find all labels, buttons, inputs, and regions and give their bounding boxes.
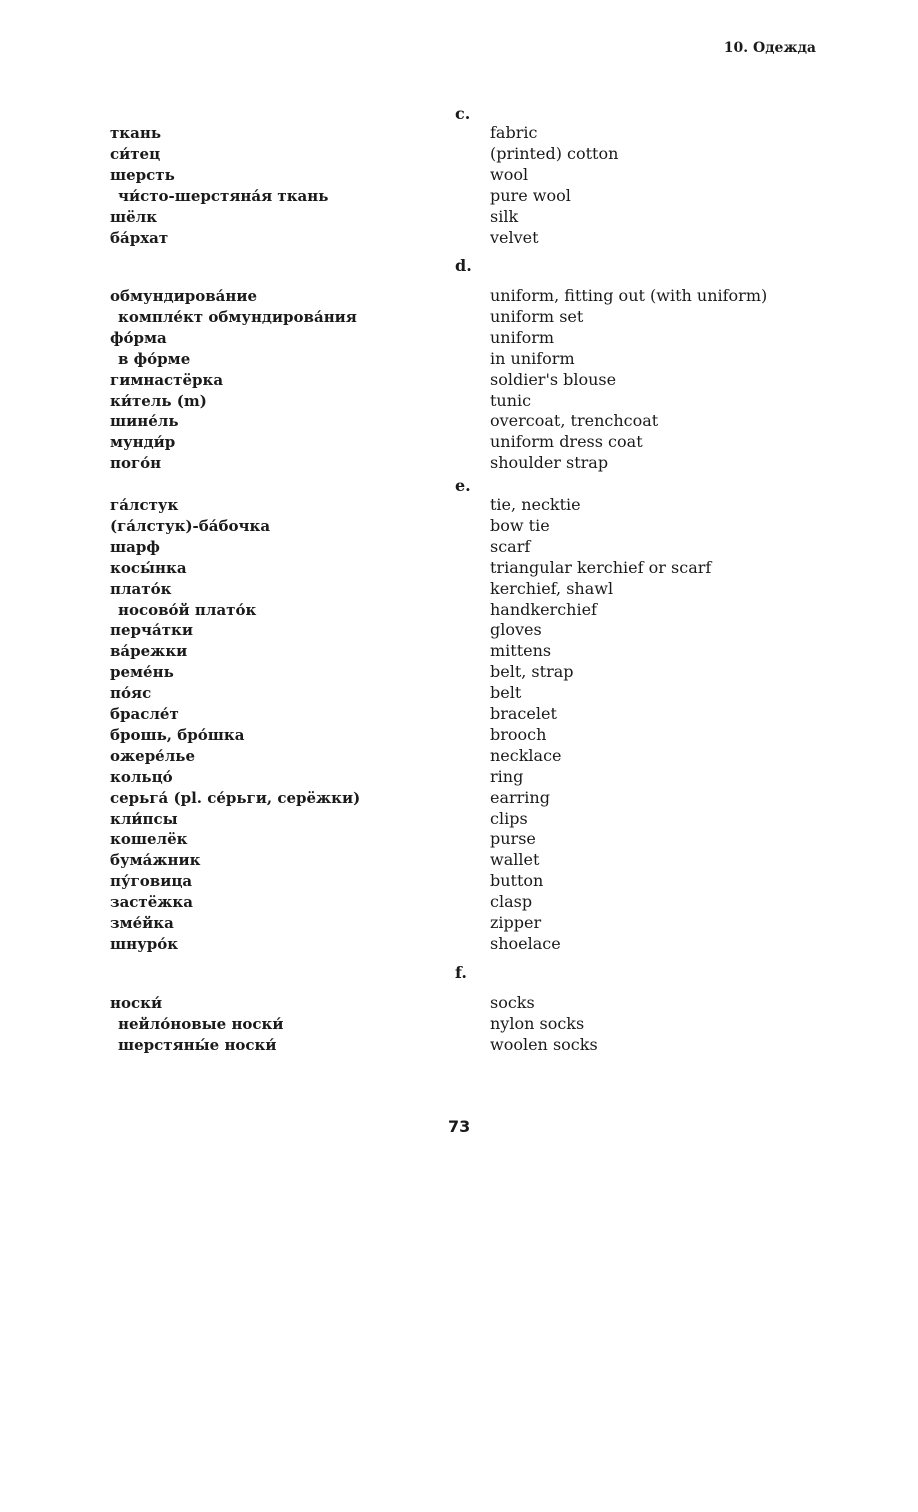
english-translation: button <box>490 871 544 891</box>
vocabulary-entry <box>0 600 918 621</box>
vocabulary-entry <box>0 516 918 537</box>
russian-term: перча́тки <box>110 621 193 640</box>
english-translation: soldier's blouse <box>490 369 617 389</box>
russian-term: шине́ль <box>110 412 179 431</box>
english-translation: clips <box>490 808 528 828</box>
vocabulary-entry <box>0 537 918 558</box>
english-translation: mittens <box>490 641 552 661</box>
vocabulary-entry <box>0 725 918 746</box>
page-number: 73 <box>448 1117 471 1136</box>
english-translation: velvet <box>490 227 539 247</box>
russian-term: носово́й плато́к <box>118 600 257 619</box>
vocabulary-entry <box>0 411 918 432</box>
running-head: 10. Одежда <box>723 40 816 56</box>
english-translation: belt <box>490 683 522 703</box>
vocabulary-entry <box>0 495 918 516</box>
russian-term: косы́нка <box>110 558 187 577</box>
vocabulary-entry <box>0 1035 918 1056</box>
english-translation: gloves <box>490 620 542 640</box>
vocabulary-entry <box>0 370 918 391</box>
english-translation: fabric <box>490 123 538 142</box>
russian-term: брасле́т <box>110 705 179 723</box>
english-translation: bracelet <box>490 704 557 723</box>
vocabulary-entry <box>0 328 918 349</box>
vocabulary-entry <box>0 286 918 307</box>
english-translation: (printed) cotton <box>490 143 619 163</box>
english-translation: scarf <box>490 536 531 556</box>
vocabulary-entry <box>0 850 918 871</box>
vocabulary-entry <box>0 871 918 892</box>
vocabulary-entry <box>0 704 918 725</box>
english-translation: clasp <box>490 892 533 912</box>
vocabulary-entry <box>0 620 918 641</box>
english-translation: shoelace <box>490 933 561 953</box>
vocabulary-entry <box>0 432 918 453</box>
russian-term: в фо́рме <box>118 349 191 368</box>
russian-term: бума́жник <box>110 851 201 870</box>
english-translation: wallet <box>490 850 540 870</box>
vocabulary-entry <box>0 123 918 144</box>
russian-term: брошь, бро́шка <box>110 725 245 744</box>
vocabulary-entry <box>0 641 918 662</box>
english-translation: uniform dress coat <box>490 432 643 452</box>
english-translation: in uniform <box>490 348 575 368</box>
russian-term: шерсть <box>110 165 175 184</box>
russian-term: зме́йка <box>110 914 174 932</box>
russian-term: кли́псы <box>110 809 178 828</box>
english-translation: shoulder strap <box>490 453 609 473</box>
english-translation: overcoat, trenchcoat <box>490 411 659 431</box>
section-letter: f. <box>455 963 467 982</box>
russian-term: ки́тель (m) <box>110 391 207 410</box>
vocabulary-entry <box>0 767 918 788</box>
vocabulary-entry <box>0 349 918 370</box>
vocabulary-entry <box>0 207 918 228</box>
russian-term: шарф <box>110 537 160 556</box>
vocabulary-entry <box>0 934 918 955</box>
vocabulary-entry <box>0 1014 918 1035</box>
english-translation: wool <box>490 164 529 184</box>
russian-term: (га́лстук)-ба́бочка <box>110 516 271 535</box>
russian-term: ткань <box>110 124 162 142</box>
russian-term: плато́к <box>110 579 172 598</box>
english-translation: zipper <box>490 913 542 932</box>
english-translation: bow tie <box>490 515 550 535</box>
russian-term: ва́режки <box>110 642 188 661</box>
russian-term: компле́кт обмундирова́ния <box>118 307 357 326</box>
russian-term: чи́сто-шерстяна́я ткань <box>118 186 329 205</box>
russian-term: га́лстук <box>110 496 179 514</box>
english-translation: silk <box>490 206 519 226</box>
english-translation: handkerchief <box>490 599 597 619</box>
vocabulary-entry <box>0 579 918 600</box>
english-translation: necklace <box>490 745 562 765</box>
russian-term: обмундирова́ние <box>110 287 258 305</box>
section-letter: e. <box>455 476 471 495</box>
vocabulary-entry <box>0 809 918 830</box>
russian-term: мунди́р <box>110 433 176 452</box>
english-translation: brooch <box>490 724 547 744</box>
english-translation: triangular kerchief or scarf <box>490 557 712 577</box>
vocabulary-entry <box>0 307 918 328</box>
russian-term: пу́говица <box>110 872 193 891</box>
english-translation: socks <box>490 993 535 1012</box>
vocabulary-entry <box>0 993 918 1014</box>
russian-term: шнуро́к <box>110 934 179 953</box>
vocabulary-entry <box>0 683 918 704</box>
english-translation: uniform, fitting out (with uniform) <box>490 286 768 305</box>
english-translation: woolen socks <box>490 1034 598 1054</box>
english-translation: belt, strap <box>490 662 574 682</box>
vocabulary-entry <box>0 228 918 249</box>
section-letter: c. <box>455 104 471 123</box>
russian-term: кошелёк <box>110 830 188 849</box>
vocabulary-entry <box>0 391 918 412</box>
english-translation: kerchief, shawl <box>490 578 614 598</box>
russian-term: серьга́ (pl. се́рьги, серёжки) <box>110 788 361 807</box>
vocabulary-entry <box>0 913 918 934</box>
vocabulary-entry <box>0 453 918 474</box>
vocabulary-entry <box>0 662 918 683</box>
vocabulary-entry <box>0 165 918 186</box>
vocabulary-entry <box>0 186 918 207</box>
russian-term: фо́рма <box>110 328 167 347</box>
english-translation: earring <box>490 787 550 807</box>
russian-term: кольцо́ <box>110 767 173 786</box>
vocabulary-entry <box>0 788 918 809</box>
vocabulary-entry <box>0 144 918 165</box>
vocabulary-entry <box>0 892 918 913</box>
english-translation: tunic <box>490 390 532 410</box>
russian-term: ожере́лье <box>110 746 196 765</box>
russian-term: пого́н <box>110 454 162 473</box>
russian-term: реме́нь <box>110 663 174 682</box>
vocabulary-entry <box>0 746 918 767</box>
english-translation: pure wool <box>490 185 571 205</box>
english-translation: purse <box>490 829 536 849</box>
russian-term: шёлк <box>110 207 158 226</box>
russian-term: си́тец <box>110 144 161 163</box>
russian-term: застёжка <box>110 893 193 912</box>
vocabulary-entry <box>0 829 918 850</box>
vocabulary-entry <box>0 558 918 579</box>
russian-term: шерстяны́е носки́ <box>118 1035 277 1054</box>
english-translation: nylon socks <box>490 1013 585 1033</box>
english-translation: uniform set <box>490 306 584 326</box>
russian-term: ба́рхат <box>110 228 169 247</box>
english-translation: uniform <box>490 327 555 347</box>
section-letter: d. <box>455 256 472 275</box>
russian-term: носки́ <box>110 994 163 1012</box>
english-translation: ring <box>490 766 524 786</box>
russian-term: нейло́новые носки́ <box>118 1014 284 1033</box>
russian-term: по́яс <box>110 684 152 703</box>
english-translation: tie, necktie <box>490 495 581 514</box>
russian-term: гимнастёрка <box>110 370 224 389</box>
